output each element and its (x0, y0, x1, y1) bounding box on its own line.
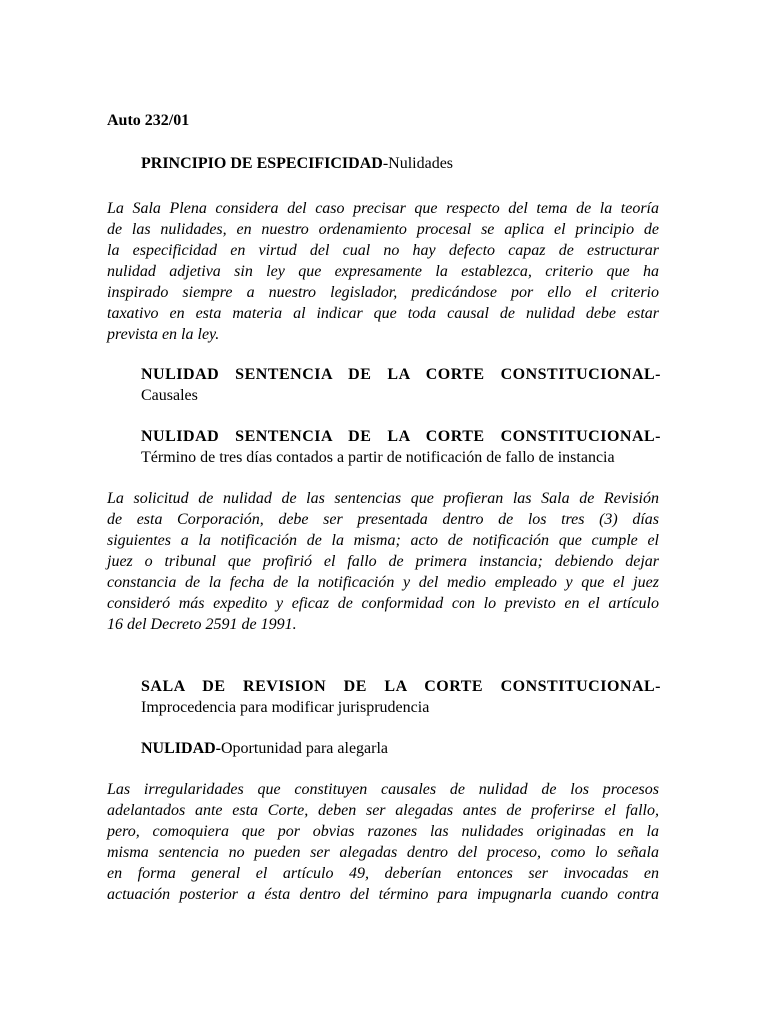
heading-bold: PRINCIPIO DE ESPECIFICIDAD (141, 155, 383, 172)
paragraph-line: nulidad adjetiva sin ley que expresamente la establezca, criterio que ha (107, 263, 659, 280)
heading-nulidad-causales (141, 364, 661, 406)
paragraph-3 (107, 779, 659, 905)
paragraph-line: inspirado siempre a nuestro legislador, predicándose por ello el criterio (107, 284, 659, 301)
heading-sala-revision (141, 676, 661, 718)
paragraph-line: de las nulidades, en nuestro ordenamiento procesal se aplica el principio de (107, 221, 659, 238)
paragraph-line: prevista en la ley. (107, 326, 220, 343)
paragraph-line: Las irregularidades que constituyen causales de nulidad de los procesos (107, 781, 659, 798)
paragraph-1 (107, 198, 659, 345)
heading-bold: NULIDAD SENTENCIA DE LA CORTE CONSTITUCIONAL- (141, 428, 661, 445)
heading-bold: NULIDAD SENTENCIA DE LA CORTE CONSTITUCIONAL- (141, 366, 661, 383)
paragraph-line: taxativo en esta materia al indicar que toda causal de nulidad debe estar (107, 305, 659, 322)
paragraph-line: en forma general el artículo 49, deberían entonces ser invocadas en (107, 865, 659, 882)
paragraph-line: consideró más expedito y eficaz de conformidad con lo previsto en el artículo (107, 595, 659, 612)
paragraph-line: 16 del Decreto 2591 de 1991. (107, 616, 297, 633)
paragraph-line: constancia de la fecha de la notificación y del medio empleado y que el juez (107, 574, 659, 591)
paragraph-line: de esta Corporación, debe ser presentada dentro de los tres (3) días (107, 511, 659, 528)
paragraph-line: pero, comoquiera que por obvias razones las nulidades originadas en la (107, 823, 659, 840)
paragraph-line: actuación posterior a ésta dentro del término para impugnarla cuando contra (107, 886, 659, 903)
heading-principio-especificidad (141, 153, 661, 174)
paragraph-line: la especificidad en virtud del cual no hay defecto capaz de estructurar (107, 242, 659, 259)
heading-nulidad-termino (141, 426, 661, 468)
paragraph-line: adelantados ante esta Corte, deben ser alegadas antes de proferirse el fallo, (107, 802, 659, 819)
heading-normal: Improcedencia para modificar jurisprudencia (141, 699, 430, 716)
auto-title: Auto 232/01 (107, 112, 190, 129)
paragraph-line: La solicitud de nulidad de las sentencias que profieran las Sala de Revisión (107, 490, 659, 507)
heading-normal: Causales (141, 387, 198, 404)
paragraph-line: La Sala Plena considera del caso precisar que respecto del tema de la teoría (107, 200, 659, 217)
heading-bold: SALA DE REVISION DE LA CORTE CONSTITUCIONAL- (141, 678, 661, 695)
heading-bold: NULIDAD- (141, 740, 221, 757)
paragraph-line: misma sentencia no pueden ser alegadas dentro del proceso, como lo señala (107, 844, 659, 861)
heading-normal: -Nulidades (382, 155, 454, 172)
heading-nulidad-oportunidad (141, 738, 661, 759)
heading-normal: Término de tres días contados a partir de notificación de fallo de instancia (141, 449, 615, 466)
paragraph-2 (107, 488, 659, 635)
paragraph-line: juez o tribunal que profirió el fallo de primera instancia; debiendo dejar (107, 553, 659, 570)
heading-normal: Oportunidad para alegarla (221, 740, 389, 757)
paragraph-line: siguientes a la notificación de la misma; acto de notificación que cumple el (107, 532, 659, 549)
